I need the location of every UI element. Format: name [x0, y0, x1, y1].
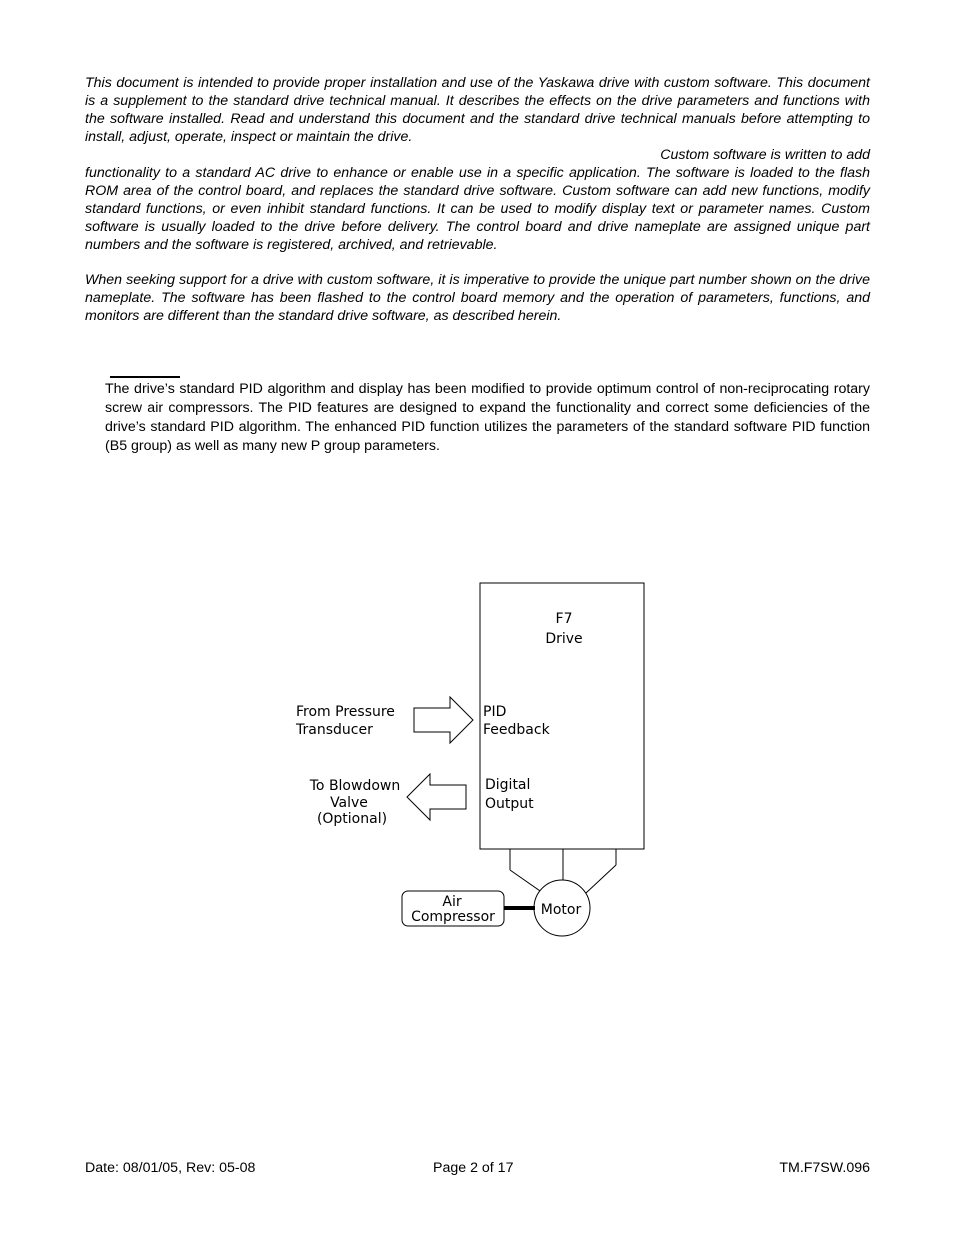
intro-paragraph-2: functionality to a standard AC drive to enhance or enable use in a specific application. The software is loaded to the flash ROM area of the control board, and replaces the standard drive software. Custom software can add new functions, modify standard functions, or even inhibit standard functions. It can be used to modify display text or parameter names. Custom software is usually loaded to the drive before delivery. The control board and drive nameplate are assigned unique part numbers and the software is registered, archived, and retrievable. [85, 165, 870, 253]
intro-paragraph-1: This document is intended to provide proper installation and use of the Yaskawa drive with custom software. This document is a supplement to the standard drive technical manual. It describes the effects on the drive parameters and functions with the software installed. Read and understand this document and the standard drive technical manuals before attempting to install, adjust, operate, inspect or maintain the drive. [85, 75, 870, 145]
output-arrow-icon [407, 774, 466, 820]
air-compressor-label-line2: Compressor [411, 909, 495, 925]
motor-wire-left-diag [510, 870, 543, 893]
footer-date-revision: Date: 08/01/05, Rev: 05-08 [85, 1160, 256, 1176]
intro-paragraph-1-tail: Custom software is written to add [660, 147, 870, 163]
footer-document-id: TM.F7SW.096 [779, 1160, 870, 1176]
drive-label-line1: F7 [555, 611, 573, 627]
section-heading-rule [110, 376, 180, 378]
digital-output-label-line1: Digital [485, 777, 531, 793]
from-pressure-label-line2: Transducer [296, 722, 373, 738]
from-pressure-label-line1: From Pressure [296, 704, 395, 720]
intro-paragraph-3: When seeking support for a drive with custom software, it is imperative to provide the unique part number shown on the drive nameplate. The software has been flashed to the control board memory and the operation of parameters, functions, and monitors are different than the standard drive software, as described herein. [85, 272, 870, 324]
digital-output-label-line2: Output [485, 796, 534, 812]
footer-page-number: Page 2 of 17 [433, 1160, 514, 1176]
motor-wire-right-diag [586, 865, 616, 893]
to-blowdown-label-line2: Valve [330, 795, 368, 811]
overview-paragraph: The drive’s standard PID algorithm and display has been modified to provide optimum control of non-reciprocating rotary screw air compressors. The PID features are designed to expand the functionality and correct some deficiencies of the drive’s standard PID algorithm. The enhanced PID function utilizes the parameters of the standard software PID function (B5 group) as well as many new P group parameters. [105, 381, 870, 454]
pid-feedback-label-line1: PID [483, 704, 507, 720]
air-compressor-label-line1: Air [442, 894, 462, 910]
system-diagram [280, 575, 660, 945]
input-arrow-icon [414, 697, 473, 743]
to-blowdown-label-line3: (Optional) [316, 811, 388, 827]
motor-label: Motor [540, 902, 582, 918]
pid-feedback-label-line2: Feedback [483, 722, 550, 738]
drive-label-line2: Drive [545, 631, 583, 647]
to-blowdown-label-line1: To Blowdown [309, 778, 401, 794]
